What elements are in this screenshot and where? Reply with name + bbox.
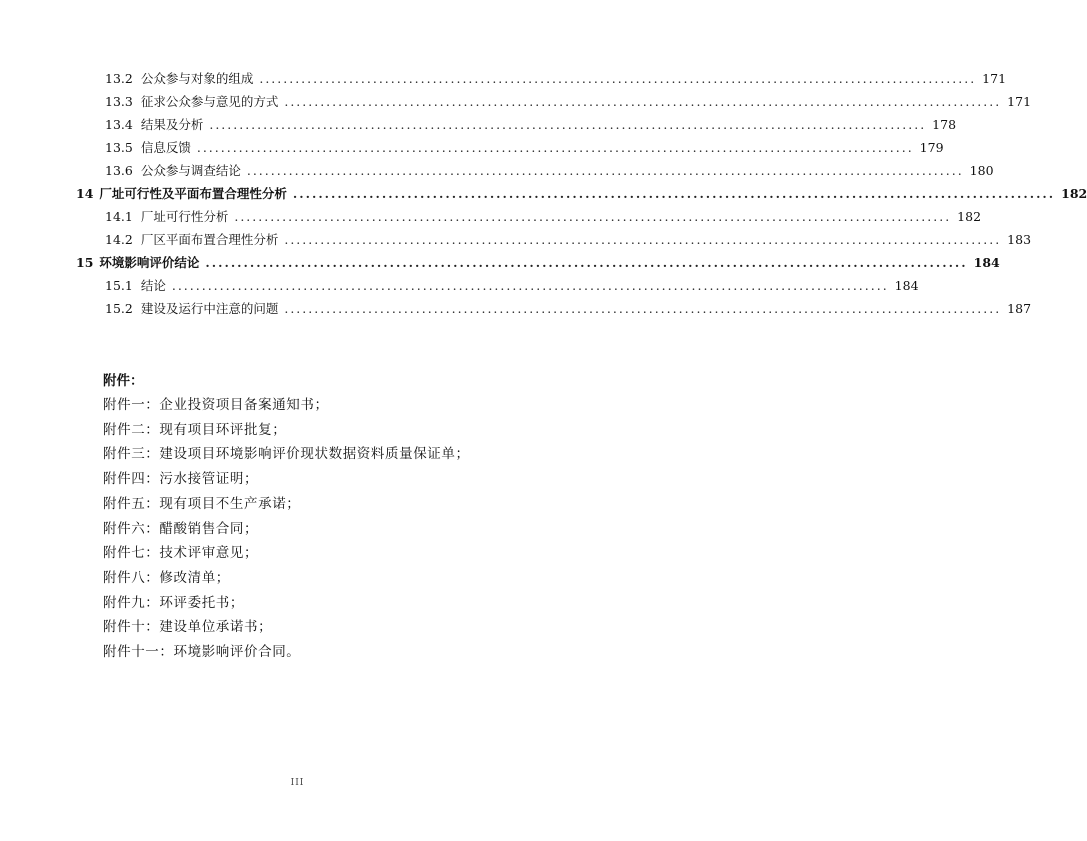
toc-leader-dots: ........................................................................................................................ [205,255,968,270]
toc-entry-number: 14 [76,186,94,201]
toc-entry-title: 厂区平面布置合理性分析 [140,232,279,247]
toc-entry-page: 171 [1007,94,1032,109]
toc-entry-page: 184 [894,278,919,293]
toc-leader-dots: ........................................................................................................................ [284,301,1002,316]
attachments-section [103,372,470,660]
toc-entry-page: 178 [932,117,957,132]
attachment-item: 附件五：现有项目不生产承诺； [103,495,301,512]
toc-entry-page: 187 [1007,301,1032,316]
toc-leader-dots: ........................................................................................................................ [284,232,1002,247]
toc-entry-number: 15 [76,255,94,270]
attachment-item: 附件八：修改清单； [103,569,230,586]
attachment-item: 附件九：环评委托书； [103,594,244,611]
toc-entry-number: 14.1 [105,209,133,224]
toc-entry-number: 13.3 [105,94,133,109]
toc-entry-page: 182 [1061,186,1087,201]
toc-entry-number: 13.6 [105,163,133,178]
toc-entry-title: 建设及运行中注意的问题 [140,301,279,316]
attachment-item: 附件三：建设项目环境影响评价现状数据资料质量保证单； [103,446,470,463]
toc-entry-title: 公众参与调查结论 [140,163,241,178]
attachment-item: 附件十：建设单位承诺书； [103,619,273,636]
toc-entry-title: 信息反馈 [140,140,191,155]
toc-entry-title: 环境影响评价结论 [99,255,200,270]
toc-entry-number: 15.2 [105,301,133,316]
page-number: III [290,778,305,788]
attachment-item: 附件一：企业投资项目备案通知书； [103,397,329,413]
toc-entry-title: 征求公众参与意见的方式 [140,94,279,109]
toc-entry-number: 13.2 [105,71,133,86]
attachment-item: 附件十一：环境影响评价合同。 [103,644,301,660]
attachment-item: 附件七：技术评审意见； [103,545,259,562]
attachment-item: 附件四：污水接管证明； [103,471,259,488]
toc-entry-page: 183 [1007,232,1032,247]
toc-entry-page: 180 [969,163,994,178]
toc-entry-title: 公众参与对象的组成 [140,71,254,86]
toc-entry[interactable] [105,232,1032,248]
toc-entry[interactable] [105,117,957,133]
toc-leader-dots: ........................................................................................................................ [234,209,952,224]
toc-entry[interactable] [105,94,1032,110]
toc-entry[interactable] [105,209,982,225]
toc-entry-title: 厂址可行性及平面布置合理性分析 [99,186,287,201]
toc-entry-number: 13.5 [105,140,133,155]
toc-entry-page: 182 [957,209,982,224]
toc-leader-dots: ........................................................................................................................ [209,117,927,132]
toc-entry-title: 结果及分析 [140,117,204,132]
toc-entry-number: 14.2 [105,232,133,247]
toc-entry-page: 179 [919,140,944,155]
attachment-item: 附件六：醋酸销售合同； [103,520,259,537]
toc-leader-dots: ........................................................................................................................ [196,140,914,155]
toc-leader-dots: ........................................................................................................................ [171,278,889,293]
toc-entry[interactable] [105,140,944,156]
toc-entry[interactable] [76,255,1000,271]
toc-entry-page: 171 [982,71,1007,86]
attachment-item: 附件二：现有项目环评批复； [103,421,287,438]
toc-leader-dots: ........................................................................................................................ [292,186,1056,201]
toc-entry-page: 184 [973,255,1000,270]
toc-entry[interactable] [76,186,1087,202]
toc-entry[interactable] [105,301,1032,317]
toc-leader-dots: ........................................................................................................................ [246,163,964,178]
attachments-heading: 附件： [103,373,144,389]
toc-leader-dots: ........................................................................................................................ [259,71,977,86]
toc-entry[interactable] [105,278,919,294]
toc-entry[interactable] [105,71,1007,87]
toc-entry-number: 15.1 [105,278,133,293]
toc-entry-title: 结论 [140,278,166,293]
toc-entry[interactable] [105,163,994,179]
toc-entry-title: 厂址可行性分析 [140,209,229,224]
toc-leader-dots: ........................................................................................................................ [284,94,1002,109]
toc-entry-number: 13.4 [105,117,133,132]
